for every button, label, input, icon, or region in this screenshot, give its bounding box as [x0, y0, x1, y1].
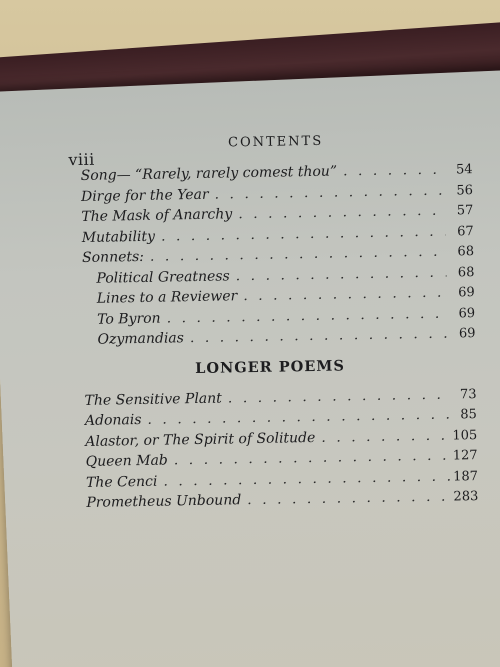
entry-page: 69 [458, 326, 476, 342]
entry-page: 68 [457, 244, 475, 260]
entry-title: The Cenci [85, 473, 158, 491]
dot-leader [184, 326, 448, 347]
entry-page: 67 [457, 223, 474, 239]
table-of-contents [68, 131, 479, 515]
entry-title: Political Greatness [96, 267, 230, 287]
dot-leader [208, 182, 445, 202]
entry-page: 69 [458, 285, 475, 301]
entry-title: Adonais [84, 411, 142, 429]
page-number: viii [68, 149, 95, 170]
entry-title: Dirge for the Year [80, 186, 209, 205]
entry-page: 85 [460, 407, 478, 423]
dot-leader [337, 162, 445, 180]
dot-leader [222, 386, 449, 406]
entry-page: 73 [459, 386, 477, 402]
entry-title: Lines to a Reviewer [96, 288, 238, 307]
dot-leader [315, 427, 449, 445]
dot-leader [241, 489, 450, 509]
entry-title: Alastor, or The Spirit of Solitude [85, 429, 316, 450]
longer-poems-list [84, 386, 478, 516]
entry-page: 56 [456, 182, 474, 198]
contents-heading: CONTENTS [227, 133, 324, 151]
entry-page: 283 [453, 489, 479, 505]
entry-title: Mutability [81, 228, 156, 246]
entry-title: Song— “Rarely, rarely comest thou” [80, 163, 338, 184]
entry-page: 69 [458, 305, 476, 321]
entry-title: The Mask of Anarchy [81, 206, 233, 225]
entry-title: Prometheus Unbound [86, 492, 242, 511]
entry-title: Queen Mab [85, 452, 168, 470]
entry-page: 68 [457, 264, 475, 280]
dot-leader [232, 203, 445, 223]
contents-list [81, 161, 476, 352]
dot-leader [230, 264, 447, 284]
dot-leader [237, 285, 447, 305]
entry-title: Sonnets: [81, 248, 145, 266]
section-heading: LONGER POEMS [195, 356, 346, 377]
entry-title: The Sensitive Plant [84, 390, 222, 409]
entry-page: 57 [456, 203, 474, 219]
entry-title: Ozymandias [97, 330, 185, 348]
entry-page: 54 [455, 162, 473, 178]
entry-page: 127 [452, 448, 478, 464]
entry-title: To Byron [97, 310, 161, 328]
entry-page: 187 [453, 468, 479, 485]
entry-page: 105 [452, 427, 478, 444]
